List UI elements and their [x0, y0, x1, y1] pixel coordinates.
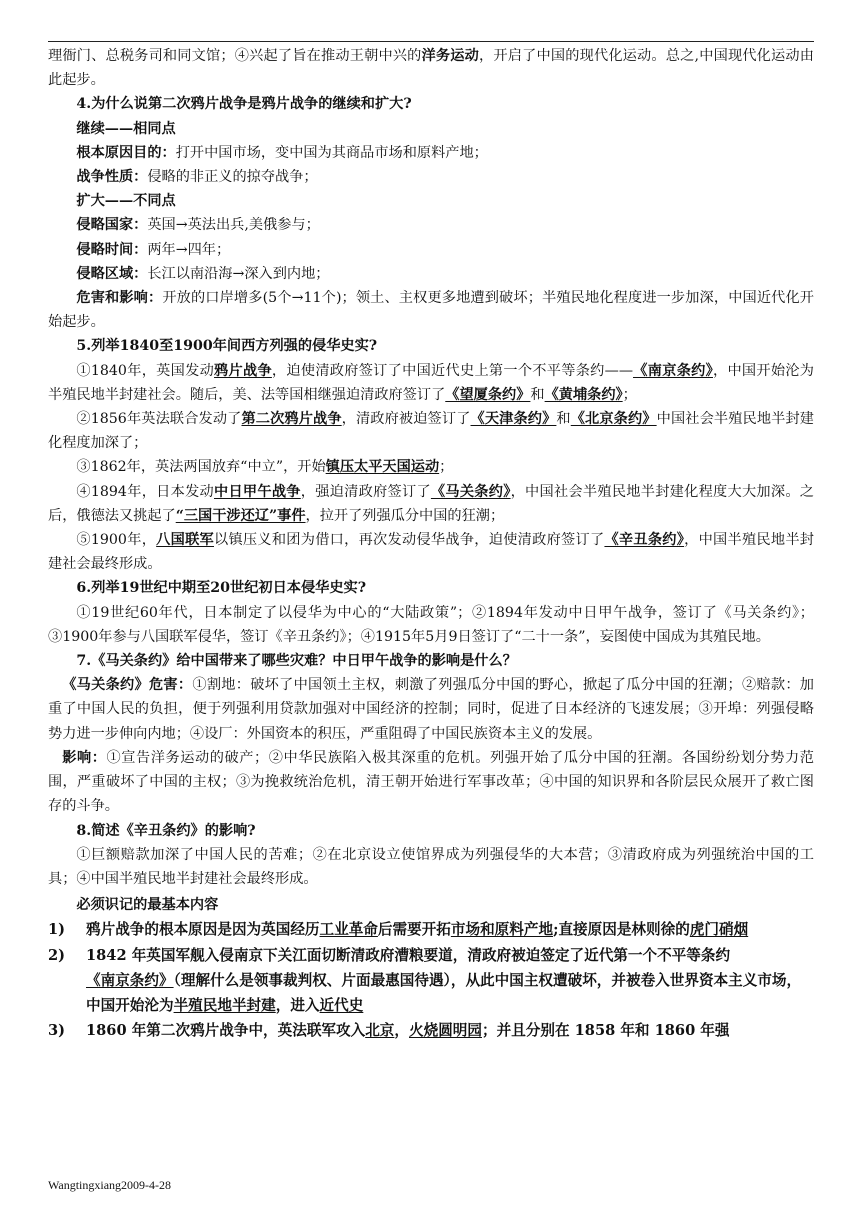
text-segment: ，开启了中国的现代化运动。总之,中国现代化运动由此起步。 [48, 48, 814, 89]
text-segment: ③1862年，英法两国放弃“中立”，开始 [76, 459, 326, 476]
emphasis-text: 中日甲午战争 [214, 483, 301, 500]
text-segment: ;直接原因是林则徐的 [553, 921, 690, 939]
text-segment: ⑤1900年， [76, 532, 157, 549]
q7-impact [48, 746, 814, 819]
item-text [86, 947, 801, 1014]
text-segment: ，中国社会半殖民地半封建化程度大大加深。之后，俄德法又挑起了 [48, 483, 814, 524]
continuation-heading: 继续——相同点 [76, 120, 176, 137]
emphasis-text: 《辛丑条约》 [604, 532, 685, 549]
text-segment: ；并且分别在 1858 年和 1860 年强 [482, 1022, 730, 1040]
question-5-title: 5.列举1840至1900年间西方列强的侵华史实? [76, 338, 378, 355]
q6-answer: ①19世纪60年代，日本制定了以侵华为中心的“大陆政策”；②1894年发动中日甲午战争，签订了《马关条约》；③1900年参与八国联军侵华，签订《辛丑条约》；④1915年5月9日签订了“二十一条”，妄图使中国成为其殖民地。 [48, 604, 814, 645]
emphasis-text: 半殖民地半封建 [173, 996, 276, 1014]
q4-row [48, 238, 814, 262]
row-text: 英国→英法出兵,美俄参与； [147, 217, 320, 234]
text-segment: 1860 年第二次鸦片战争中，英法联军攻入 [86, 1022, 366, 1040]
row-text: 两年→四年； [147, 241, 231, 258]
text-segment: 以镇压义和团为借口，再次发动侵华战争，迫使清政府签订了 [214, 532, 605, 549]
list-item [48, 1018, 814, 1043]
row-label: 根本原因目的： [76, 144, 176, 161]
header-rule [48, 41, 814, 42]
text-segment: ，清政府被迫签订了 [341, 411, 471, 428]
item-text [86, 1022, 730, 1039]
footer-author-date: Wangtingxiang2009-4-28 [48, 1178, 172, 1192]
impact-label: 影响： [62, 749, 107, 766]
item-text [86, 921, 748, 938]
q5-item [48, 359, 814, 407]
intro-paragraph [48, 44, 814, 92]
text-segment: 鸦片战争的根本原因是因为英国经历 [86, 921, 320, 939]
emphasis-text: 北京 [365, 1022, 395, 1040]
emphasis-text: 《马关条约》 [430, 483, 511, 500]
text-segment: ，中国开始沦为半殖民地半封建社会。随后，美、法等国相继强迫清政府签订了 [48, 362, 814, 403]
emphasis-text: 《望厦条约》 [445, 386, 531, 403]
basic-heading: 必须识记的最基本内容 [76, 897, 219, 914]
row-label: 危害和影响： [76, 290, 163, 307]
question-6-title: 6.列举19世纪中期至20世纪初日本侵华史实? [76, 580, 367, 597]
emphasis-text: 《南京条约》 [86, 971, 174, 989]
emphasis-text: 《黄埔条约》 [544, 386, 623, 403]
q5-item [48, 528, 814, 576]
emphasis-text: 工业革命 [319, 921, 378, 939]
text-segment: ，中国半殖民地半封建社会最终形成。 [48, 532, 814, 573]
emphasis-text: 镇压太平天国运动 [325, 459, 440, 476]
text-segment: 理衙门、总税务司和同文馆；④兴起了旨在推动王朝中兴的 [48, 48, 422, 64]
harm-label: 《马关条约》危害： [62, 677, 193, 694]
emphasis-text: 《天津条约》 [470, 411, 557, 428]
basic-list [48, 917, 814, 1043]
row-label: 侵略时间： [76, 241, 148, 258]
emphasis-text: 《北京条约》 [570, 411, 657, 428]
q7-harm [48, 673, 814, 746]
text-segment: （理解什么是领事裁判权、片面最惠国待遇），从此中国主权遭破坏，并被卷入世界资本主义市场，中国开始沦为 [86, 971, 802, 1014]
emphasis-text: 近代史 [319, 996, 364, 1014]
list-item [48, 943, 814, 1019]
emphasis-text: 市场和原料产地 [450, 921, 554, 939]
emphasis-text: 火烧圆明园 [409, 1022, 482, 1040]
harm-text: ①割地：破坏了中国领土主权，刺激了列强瓜分中国的野心，掀起了瓜分中国的狂潮；②赔款：加重了中国人民的负担，便于列强利用贷款加强对中国经济的控制；同时，促进了日本经济的飞速发展；③开埠：列强侵略势力进一步伸向内地；④设厂：外国资本的积压，严重阻碍了中国民族资本主义的发展。 [48, 677, 814, 742]
text-segment: ； [439, 459, 454, 476]
q4-row [48, 141, 814, 165]
text-segment: ； [622, 386, 637, 403]
emphasis-text: 《南京条约》 [633, 362, 713, 379]
text-segment: ，迫使清政府签订了中国近代史上第一个不平等条约—— [271, 362, 634, 379]
q5-item [48, 480, 814, 528]
emphasis-text: “三国干涉还辽”事件 [175, 507, 306, 524]
text-segment: ②1856年英法联合发动了 [76, 411, 242, 428]
q4-row [48, 262, 814, 286]
q4-row [48, 286, 814, 334]
row-text: 开放的口岸增多(5个→11个)；领土、主权更多地遭到破坏；半殖民地化程度进一步加深，中国近代化开始起步。 [48, 290, 814, 331]
q5-item [48, 407, 814, 455]
document-body [48, 44, 814, 1043]
item-number: 1) [48, 921, 66, 939]
emphasis-text: 鸦片战争 [214, 362, 272, 379]
question-4-title: 4.为什么说第二次鸦片战争是鸦片战争的继续和扩大? [76, 96, 412, 113]
emphasis-text: 洋务运动 [421, 48, 480, 64]
text-segment: 和 [530, 386, 545, 403]
row-label: 侵略国家： [76, 217, 148, 234]
row-text: 侵略的非正义的掠夺战争； [147, 169, 318, 186]
list-item [48, 917, 814, 942]
emphasis-text: 八国联军 [156, 532, 214, 549]
impact-text: ①宣告洋务运动的破产；②中华民族陷入极其深重的危机。列强开始了瓜分中国的狂潮。各国纷纷划分势力范围，严重破坏了中国的主权；③为挽救统治危机，清王朝开始进行军事改革；④中国的知识界和各阶层民众展开了救亡图存的斗争。 [48, 749, 814, 815]
text-segment: ①1840年，英国发动 [76, 362, 215, 379]
text-segment: 后需要开拓 [377, 921, 451, 939]
item-number: 3) [48, 1022, 66, 1040]
text-segment: ，拉开了列强瓜分中国的狂潮； [305, 507, 505, 524]
text-segment: ，进入 [275, 996, 320, 1014]
row-label: 侵略区域： [76, 265, 148, 282]
emphasis-text: 第二次鸦片战争 [241, 411, 342, 428]
row-text: 打开中国市场，变中国为其商品市场和原料产地； [175, 144, 488, 161]
text-segment: 1842 年英国军舰入侵南京下关江面切断清政府漕粮要道，清政府被迫签定了近代第一个不平等条约 [86, 946, 731, 964]
text-segment: ④1894年，日本发动 [76, 483, 214, 500]
q4-row [48, 165, 814, 189]
text-segment: 和 [556, 411, 571, 428]
text-segment: ，强迫清政府签订了 [300, 483, 431, 500]
question-7-title: 7.《马关条约》给中国带来了哪些灾难？中日甲午战争的影响是什么？ [76, 653, 517, 670]
item-number: 2) [48, 946, 66, 964]
expansion-heading: 扩大——不同点 [76, 193, 176, 210]
text-segment: 中国社会半殖民地半封建化程度加深了； [48, 411, 814, 452]
emphasis-text: 虎门硝烟 [689, 921, 749, 939]
row-label: 战争性质： [76, 169, 148, 186]
q8-answer: ①巨额赔款加深了中国人民的苦难；②在北京设立使馆界成为列强侵华的大本营；③清政府成为列强统治中国的工具；④中国半殖民地半封建社会最终形成。 [48, 846, 814, 887]
text-segment: ， [394, 1022, 410, 1040]
question-8-title: 8.简述《辛丑条约》的影响? [76, 822, 256, 839]
q4-row [48, 213, 814, 237]
q5-item [48, 455, 814, 479]
row-text: 长江以南沿海→深入到内地； [147, 265, 330, 282]
